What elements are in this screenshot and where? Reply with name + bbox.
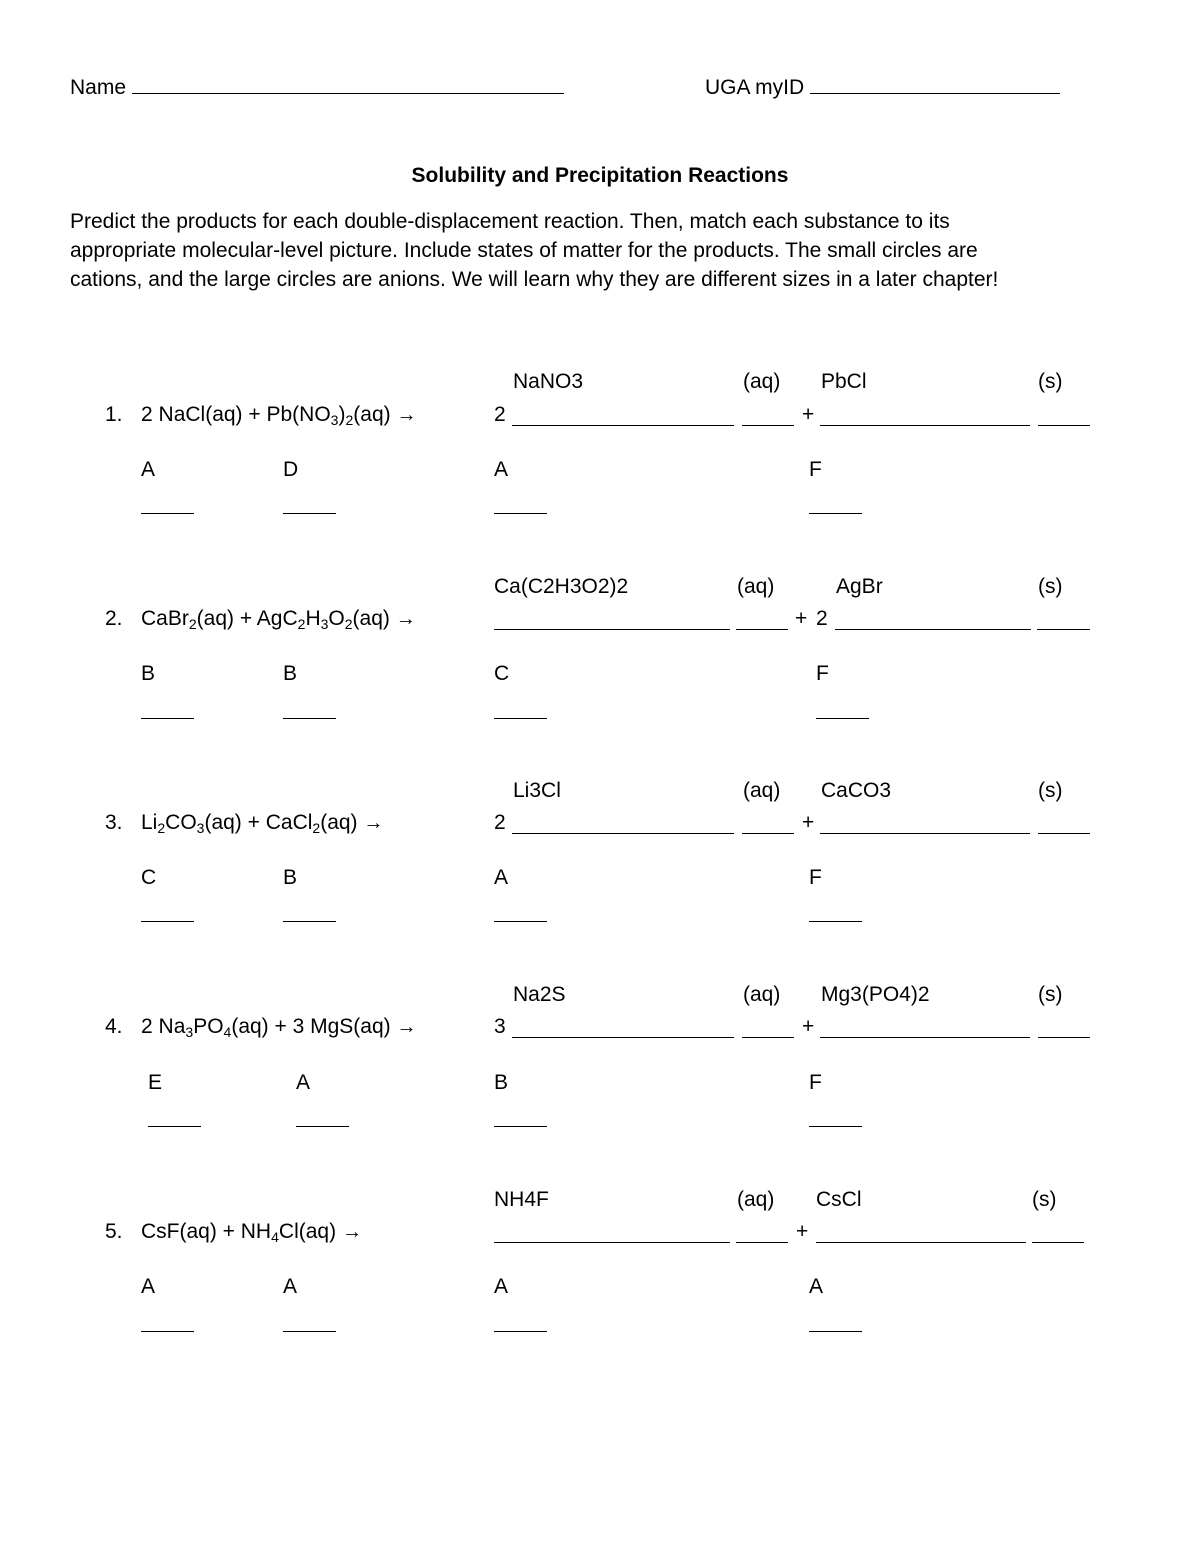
- reaction-reactants: $Li_2CO_3(aq)$ + CaCl$_2$(aq) →: [141, 811, 384, 836]
- picture-letter: A: [494, 866, 509, 889]
- plus-sign: +: [802, 1015, 815, 1038]
- state2-blank[interactable]: [1032, 1242, 1084, 1243]
- product1-blank[interactable]: [512, 833, 734, 834]
- picture-letter: A: [141, 1275, 156, 1298]
- product1-answer: NH4F: [494, 1188, 549, 1211]
- picture-blank[interactable]: [296, 1126, 349, 1127]
- state2-answer: (s): [1032, 1188, 1057, 1211]
- state2-blank[interactable]: [1037, 629, 1090, 630]
- product2-answer: PbCl: [821, 370, 867, 393]
- state2-answer: (s): [1038, 779, 1063, 802]
- picture-letter: D: [283, 458, 299, 481]
- state1-answer: (aq): [743, 779, 781, 802]
- picture-blank[interactable]: [809, 513, 862, 514]
- product2-answer: CaCO3: [821, 779, 892, 802]
- state1-answer: (aq): [743, 370, 781, 393]
- problem-number: 2.: [105, 607, 123, 630]
- product1-answer: Li3Cl: [513, 779, 561, 802]
- picture-blank[interactable]: [148, 1126, 201, 1127]
- reaction-reactants: 2 NaCl(aq) + $Pb(NO_3)_2(aq)$ →: [141, 403, 417, 428]
- picture-blank[interactable]: [494, 718, 547, 719]
- product2-answer: CsCl: [816, 1188, 862, 1211]
- name-label: Name: [70, 76, 564, 98]
- coefficient: 3: [494, 1015, 506, 1038]
- plus-sign: +: [802, 811, 815, 834]
- picture-blank[interactable]: [283, 718, 336, 719]
- coefficient: 2: [494, 811, 506, 834]
- uga-myid-label: UGA myID: [705, 76, 1060, 98]
- product1-answer: Na2S: [513, 983, 566, 1006]
- picture-blank[interactable]: [809, 1126, 862, 1127]
- plus-sign: +: [795, 607, 808, 630]
- problem-number: 4.: [105, 1015, 123, 1038]
- worksheet-title: Solubility and Precipitation Reactions: [411, 164, 789, 187]
- state2-answer: (s): [1038, 370, 1063, 393]
- state2-blank[interactable]: [1038, 1037, 1090, 1038]
- picture-blank[interactable]: [141, 718, 194, 719]
- picture-blank[interactable]: [494, 921, 547, 922]
- picture-letter: F: [809, 866, 822, 889]
- state2-blank[interactable]: [1038, 425, 1090, 426]
- picture-blank[interactable]: [141, 921, 194, 922]
- picture-letter: A: [494, 458, 509, 481]
- picture-letter: A: [141, 458, 156, 481]
- product2-blank[interactable]: [820, 1037, 1030, 1038]
- state1-blank[interactable]: [742, 833, 794, 834]
- state1-answer: (aq): [737, 575, 775, 598]
- product1-blank[interactable]: [494, 629, 730, 630]
- reaction-reactants: CaBr$_2$(aq) + $AgC_2H_3O_2(aq)$ →: [141, 607, 416, 632]
- picture-blank[interactable]: [809, 921, 862, 922]
- problem-number: 5.: [105, 1220, 123, 1243]
- picture-blank[interactable]: [494, 1126, 547, 1127]
- product2-blank[interactable]: [835, 629, 1031, 630]
- picture-blank[interactable]: [494, 1331, 547, 1332]
- product2-blank[interactable]: [816, 1242, 1026, 1243]
- picture-blank[interactable]: [816, 718, 869, 719]
- coefficient: 2: [494, 403, 506, 426]
- problem-number: 1.: [105, 403, 123, 426]
- picture-letter: B: [141, 662, 156, 685]
- state1-blank[interactable]: [742, 425, 794, 426]
- picture-letter: C: [141, 866, 157, 889]
- picture-letter: E: [148, 1071, 163, 1094]
- picture-letter: F: [809, 1071, 822, 1094]
- picture-letter: F: [809, 458, 822, 481]
- state1-blank[interactable]: [736, 1242, 788, 1243]
- plus-sign: +: [802, 403, 815, 426]
- product1-answer: Ca(C2H3O2)2: [494, 575, 629, 598]
- picture-letter: A: [809, 1275, 824, 1298]
- state2-answer: (s): [1038, 983, 1063, 1006]
- picture-blank[interactable]: [141, 513, 194, 514]
- picture-letter: A: [283, 1275, 298, 1298]
- picture-letter: B: [283, 662, 298, 685]
- picture-blank[interactable]: [283, 513, 336, 514]
- state1-answer: (aq): [743, 983, 781, 1006]
- picture-letter: B: [283, 866, 298, 889]
- product1-blank[interactable]: [512, 1037, 734, 1038]
- picture-blank[interactable]: [283, 1331, 336, 1332]
- product2-blank[interactable]: [820, 833, 1030, 834]
- product2-answer: AgBr: [836, 575, 883, 598]
- product1-blank[interactable]: [512, 425, 734, 426]
- product2-blank[interactable]: [820, 425, 1030, 426]
- product1-answer: NaNO3: [513, 370, 584, 393]
- coefficient: 2: [816, 607, 828, 630]
- picture-blank[interactable]: [283, 921, 336, 922]
- state2-answer: (s): [1038, 575, 1063, 598]
- plus-sign: +: [796, 1220, 809, 1243]
- picture-blank[interactable]: [494, 513, 547, 514]
- picture-letter: C: [494, 662, 510, 685]
- product2-answer: Mg3(PO4)2: [821, 983, 930, 1006]
- state1-blank[interactable]: [736, 629, 788, 630]
- picture-letter: B: [494, 1071, 509, 1094]
- picture-blank[interactable]: [809, 1331, 862, 1332]
- state1-answer: (aq): [737, 1188, 775, 1211]
- picture-letter: A: [494, 1275, 509, 1298]
- instructions: Predict the products for each double-displacement reaction. Then, match each substance to its appropriate molecular-level picture. Include states of matter for the products. The small circles are cations, and the large circles are anions. We will learn why they are different sizes in a later chapter!: [70, 210, 999, 291]
- picture-letter: F: [816, 662, 829, 685]
- product1-blank[interactable]: [494, 1242, 730, 1243]
- problem-number: 3.: [105, 811, 123, 834]
- state1-blank[interactable]: [742, 1037, 794, 1038]
- reaction-reactants: 2 $Na_3PO_4(aq) + 3$ MgS(aq) →: [141, 1015, 417, 1040]
- picture-blank[interactable]: [141, 1331, 194, 1332]
- picture-letter: A: [296, 1071, 311, 1094]
- state2-blank[interactable]: [1038, 833, 1090, 834]
- reaction-reactants: $CsF(aq) + NH_4Cl(aq)$ →: [141, 1220, 362, 1245]
